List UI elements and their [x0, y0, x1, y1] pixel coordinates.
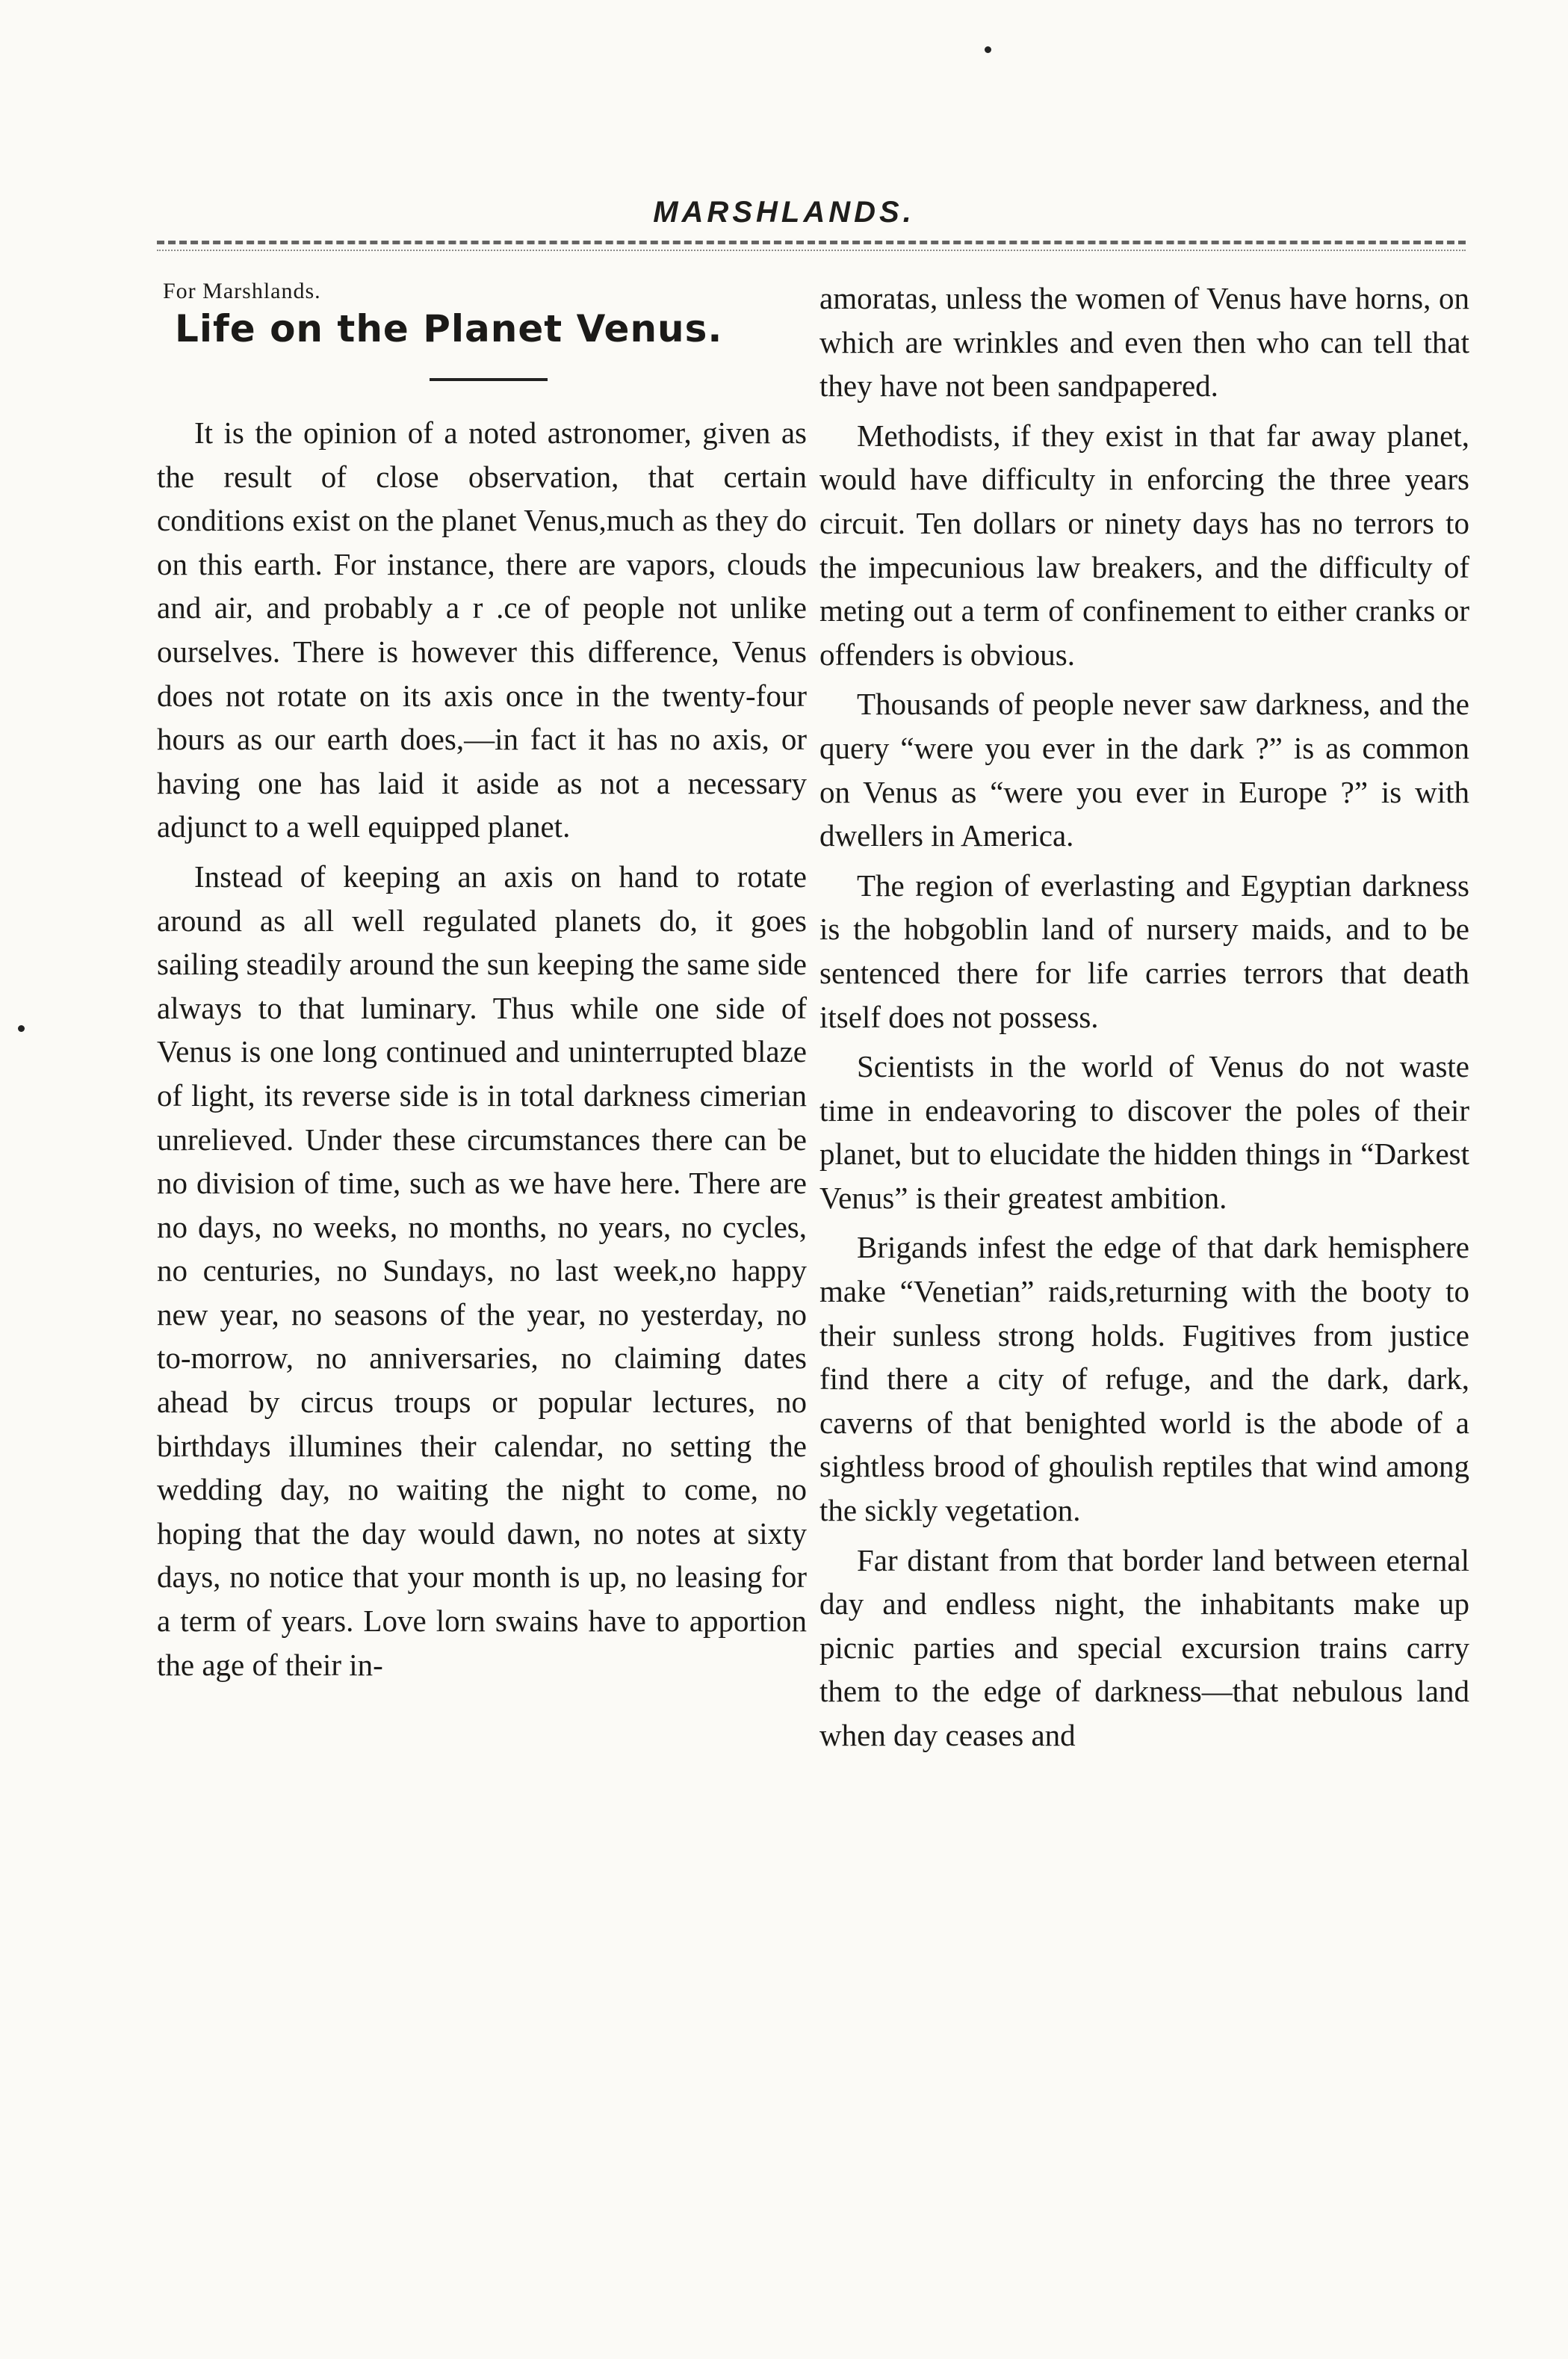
header-rule [157, 241, 1466, 244]
paragraph: The region of everlasting and Egyptian darkness is the hobgoblin land of nursery maids, and to be sentenced there for life carries terrors that death itself does not possess. [819, 868, 1469, 1034]
paragraph: Brigands infest the edge of that dark hemisphere make “Venetian” raids,returning with the booty to their sunless strong holds. Fugitives from justice find there a city of refuge, and the dark, dark, caverns of that benighted world is the abode of a sightless brood of ghoulish reptiles that wind among the sickly vegetation. [819, 1230, 1469, 1528]
right-column [819, 276, 1469, 1757]
title-rule [430, 378, 548, 381]
article-title: Life on the Planet Venus. [175, 307, 723, 350]
left-column [157, 276, 807, 1686]
paragraph: Thousands of people never saw darkness, and the query “were you ever in the dark ?” is as common on Venus as “were you ever in Europe ?” is with dwellers in America. [819, 687, 1469, 853]
paragraph: Scientists in the world of Venus do not waste time in endeavoring to discover the poles of their planet, but to elucidate the hidden things in “Darkest Venus” is their greatest ambition. [819, 1049, 1469, 1215]
article-credit: For Marshlands. [163, 279, 321, 303]
ink-speck [985, 46, 991, 53]
paragraph: amoratas, unless the women of Venus have horns, on which are wrinkles and even then who can tell that they have not been sandpapered. [819, 281, 1469, 404]
header-rule [157, 250, 1466, 251]
paragraph: Methodists, if they exist in that far away planet, would have difficulty in enforcing the three years circuit. Ten dollars or ninety days has no terrors to the impecunious law breakers, and the difficulty of meting out a term of confinement to either cranks or offenders is obvious. [819, 418, 1469, 672]
paragraph: Instead of keeping an axis on hand to rotate around as all well regulated planets do, it goes sailing steadily around the sun keeping the same side always to that luminary. Thus while one side of Venus is one long continued and uninterrupted blaze of light, its reverse side is in total darkness cimerian unrelieved. Under these circumstances there can be no division of time, such as we have here. There are no days, no weeks, no months, no years, no cycles, no centuries, no Sundays, no last week,no happy new year, no seasons of the year, no yesterday, no to-morrow, no anniversaries, no claiming dates ahead by circus troups or popular lectures, no birthdays illumines their calendar, no setting the wedding day, no waiting the night to come, no hoping that the day would dawn, no notes at sixty days, no notice that your month is up, no leasing for a term of years. Love lorn swains have to apportion the age of their in- [157, 859, 807, 1682]
running-head: MARSHLANDS. [653, 196, 915, 229]
paragraph: Far distant from that border land between eternal day and endless night, the inhabitants make up picnic parties and special excursion trains carry them to the edge of darkness—that nebulous land when day ceases and [819, 1542, 1469, 1752]
paragraph: It is the opinion of a noted astronomer, given as the result of close observation, that certain conditions exist on the planet Venus,much as they do on this earth. For instance, there are vapors, clouds and air, and probably a r .ce of people not unlike ourselves. There is however this difference, Venus does not rotate on its axis once in the twenty-four hours as our earth does,—in fact it has no axis, or having one has laid it aside as not a necessary adjunct to a well equipped planet. [157, 415, 807, 844]
ink-speck [18, 1025, 25, 1032]
